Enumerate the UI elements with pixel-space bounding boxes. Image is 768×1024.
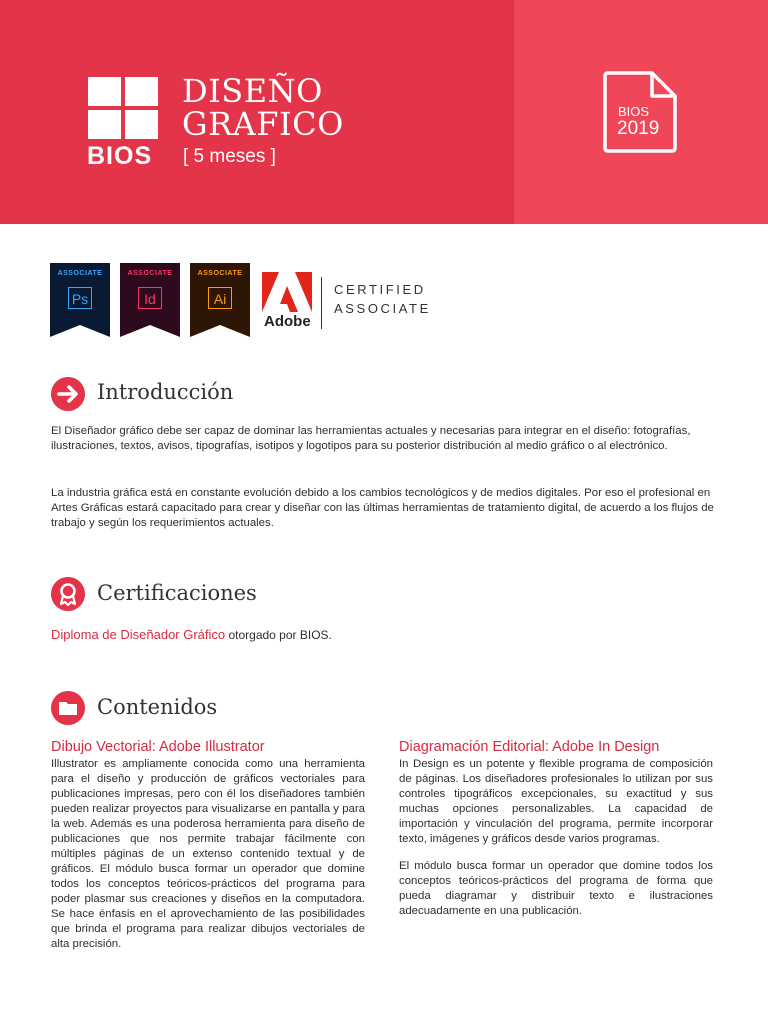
section-title-contenidos: Contenidos	[97, 695, 218, 719]
folder-icon	[51, 691, 85, 725]
badge-label: ASSOCIATE	[197, 270, 243, 277]
module-text-indesign-1: In Design es un potente y flexible programa de composición de páginas. Los diseñadores profesionales lo utilizan por sus controles tipográficos excepcionales, su exactitud y sus muchas opciones personalizables. La capacidad de importación y vinculación del programa, permite incorporar texto, imágenes y gráficos desde varios programas.	[399, 758, 713, 845]
duration-label: [ 5 meses ]	[183, 146, 276, 167]
doc-badge-year: 2019	[617, 118, 660, 139]
section-title-introduccion: Introducción	[97, 380, 234, 404]
diploma-name: Diploma de Diseñador Gráfico	[51, 627, 226, 642]
module-title-illustrator: Dibujo Vectorial: Adobe Illustrator	[51, 739, 265, 755]
photoshop-icon: Ps	[68, 287, 92, 309]
module-text-illustrator: Illustrator es ampliamente conocida como una herramienta para el diseño y producción de gráficos vectoriales para publicaciones impresas, pero con él los diseñadores también pueden realizar proyectos para visualizarse en pantalla y para la web. Además es una poderosa herramienta para diseño de publicaciones que nos permite trabajar fácilmente con múltiples páginas de un extenso contenido textual y de gráficos. El módulo busca formar un operador que domine todos los conceptos teóricos-prácticos del programa para poder plasmar sus creaciones y diseños en la computadora. Se hace énfasis en el aprovechamiento de las posibilidades que brinda el programa para realizar dibujos vectoriales de alta precisión.	[51, 758, 365, 950]
award-icon	[51, 577, 85, 611]
title-line-1: DISEÑO	[182, 72, 323, 110]
doc-badge-label: BIOS	[618, 104, 650, 119]
logo-square	[125, 110, 158, 139]
page-title	[182, 72, 344, 143]
intro-paragraph-1: El Diseñador gráfico debe ser capaz de dominar las herramientas actuales y necesarias para integrar en el diseño: fotografías, ilustraciones, textos, avisos, tipografías, isotipos y logotipos para su posterior distribución al medio gráfico o al electrónico.	[51, 425, 691, 452]
divider	[321, 277, 322, 329]
diploma-issuer: otorgado por BIOS.	[225, 628, 332, 642]
badge-label: ASSOCIATE	[57, 270, 103, 277]
title-line-2: GRAFICO	[182, 105, 344, 143]
module-text-indesign-2: El módulo busca formar un operador que domine todos los conceptos teóricos-prácticos del programa de forma que pueda diagramar y distribuir texto e ilustraciones adecuadamente en una publicación.	[399, 860, 713, 917]
section-title-certificaciones: Certificaciones	[97, 581, 257, 605]
logo-square	[88, 77, 121, 106]
associate-label: ASSOCIATE	[334, 301, 431, 316]
certified-label: CERTIFIED	[334, 282, 426, 297]
adobe-logo-icon	[262, 272, 312, 312]
bios-logo	[88, 77, 160, 141]
certification-line	[51, 627, 721, 643]
arrow-right-icon	[51, 377, 85, 411]
module-title-indesign: Diagramación Editorial: Adobe In Design	[399, 739, 660, 755]
logo-square	[88, 110, 121, 139]
illustrator-icon: Ai	[208, 287, 232, 309]
adobe-wordmark: Adobe	[264, 313, 311, 330]
badge-label: ASSOCIATE	[127, 270, 173, 277]
logo-text: BIOS	[87, 142, 153, 170]
logo-square	[125, 77, 158, 106]
intro-paragraph-2: La industria gráfica está en constante evolución debido a los cambios tecnológicos y de medios digitales. Por eso el profesional en Artes Gráficas estará capacitado para crear y diseñar con las últimas herramientas de tratamiento digital, de acuerdo a los flujos de trabajo y según los requerimientos actuales.	[51, 487, 714, 529]
indesign-icon: Id	[138, 287, 162, 309]
